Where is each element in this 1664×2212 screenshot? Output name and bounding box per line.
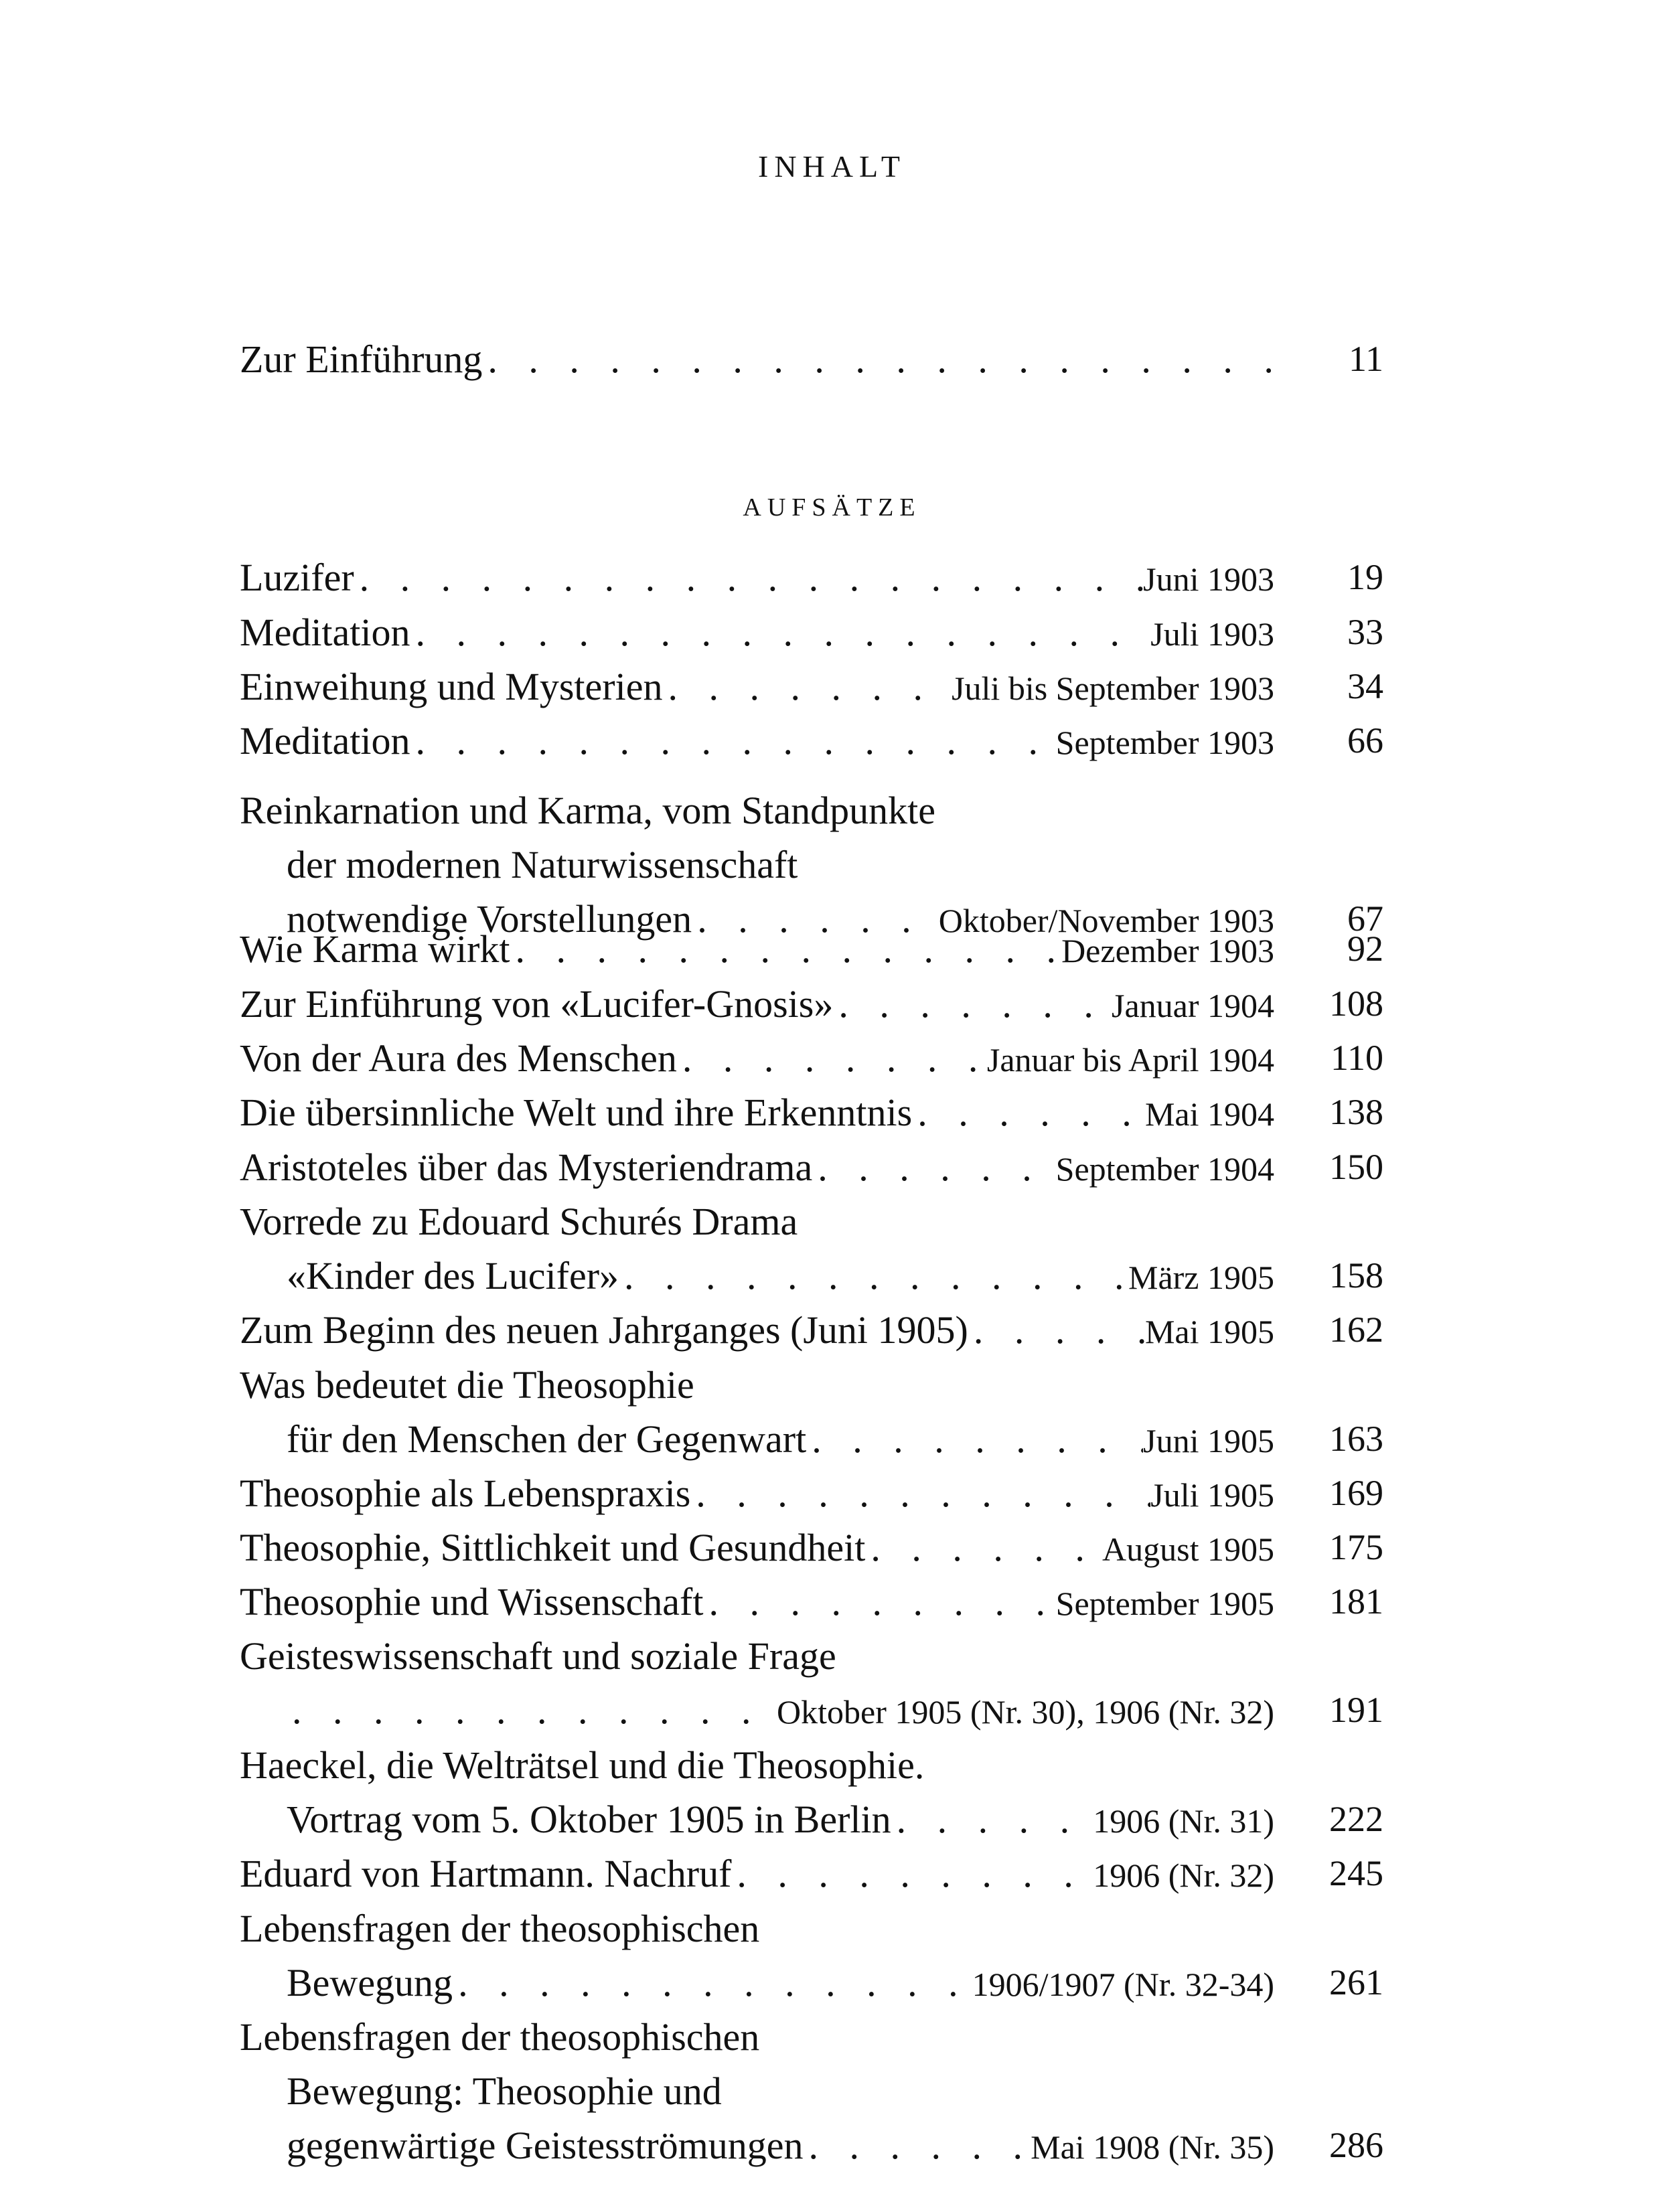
leader-dots bbox=[453, 1956, 972, 2010]
toc-entry-line bbox=[240, 922, 1383, 976]
toc-entry-line bbox=[240, 1466, 1383, 1520]
toc-entry-page: 92 bbox=[1347, 929, 1383, 969]
toc-entry bbox=[240, 1575, 1383, 1629]
toc-entry-date: Dezember 1903 bbox=[1061, 932, 1274, 969]
leader-dots bbox=[812, 1140, 1055, 1194]
intro-title: Zur Einführung bbox=[240, 337, 483, 381]
toc-entry bbox=[240, 1629, 1383, 1737]
toc-entry-lead bbox=[240, 1085, 1274, 1141]
toc-entry-page: 108 bbox=[1329, 983, 1383, 1024]
toc-entry bbox=[240, 714, 1383, 768]
toc-entry-line bbox=[240, 1249, 1383, 1303]
toc-entry-line bbox=[240, 1194, 1383, 1249]
toc-entry-lead bbox=[287, 1249, 1274, 1305]
toc-entry-title: Meditation bbox=[240, 719, 410, 763]
toc-entry-title: Haeckel, die Welträtsel und die Theosophie. bbox=[240, 1743, 925, 1787]
section-title: AUFSÄTZE bbox=[743, 493, 921, 522]
toc-entry-page: 34 bbox=[1347, 666, 1383, 706]
toc-entry-page: 175 bbox=[1329, 1527, 1383, 1567]
toc-entry-title: Was bedeutet die Theosophie bbox=[240, 1363, 694, 1407]
toc-entry-title: Lebensfragen der theosophischen bbox=[240, 1907, 760, 1950]
leader-dots bbox=[865, 1520, 1102, 1575]
leader-dots bbox=[287, 1683, 777, 1737]
toc-entry-page: 222 bbox=[1329, 1799, 1383, 1839]
toc-entry bbox=[240, 1466, 1383, 1520]
toc-entry bbox=[240, 605, 1383, 659]
toc-entry-date: Januar bis April 1904 bbox=[986, 1041, 1274, 1079]
toc-entry-page: 66 bbox=[1347, 720, 1383, 761]
toc-entry-line bbox=[240, 1792, 1383, 1846]
toc-entry-lead bbox=[240, 1031, 1274, 1087]
toc-entry-title: Vortrag vom 5. Oktober 1905 in Berlin bbox=[287, 1798, 891, 1841]
toc-entry-lead bbox=[240, 1575, 1274, 1631]
toc-entry-title: Theosophie und Wissenschaft bbox=[240, 1580, 704, 1624]
toc-entry-title: Einweihung und Mysterien bbox=[240, 665, 663, 708]
toc-entry-line bbox=[240, 1575, 1383, 1629]
toc-entry bbox=[240, 1303, 1383, 1357]
leader-dots bbox=[619, 1249, 1128, 1303]
toc-entry-line bbox=[240, 977, 1383, 1031]
toc-entry-lead bbox=[287, 2118, 1274, 2175]
toc-entry-page: 150 bbox=[1329, 1147, 1383, 1187]
leader-dots bbox=[968, 1303, 1145, 1357]
toc-entry bbox=[240, 1520, 1383, 1575]
toc-entry-line bbox=[240, 838, 1383, 892]
toc-entry-date: August 1905 bbox=[1102, 1530, 1274, 1568]
intro-page: 11 bbox=[1349, 339, 1383, 379]
toc-entry-line bbox=[240, 1683, 1383, 1737]
leader-dots bbox=[410, 605, 1151, 659]
toc-entry-lead bbox=[287, 1683, 1274, 1739]
toc-entry-line bbox=[240, 1901, 1383, 1956]
toc-entry-line bbox=[240, 2064, 1383, 2118]
toc-entry-page: 261 bbox=[1329, 1962, 1383, 2002]
leader-dots bbox=[354, 550, 1143, 605]
toc-entry-title: Die übersinnliche Welt und ihre Erkenntnis bbox=[240, 1091, 913, 1134]
toc-entry-line bbox=[240, 2118, 1383, 2172]
toc-entry-title: Reinkarnation und Karma, vom Standpunkte bbox=[240, 789, 935, 832]
toc-entry-lead bbox=[240, 659, 1274, 716]
toc-entry-title: Zum Beginn des neuen Jahrganges (Juni 1905) bbox=[240, 1308, 968, 1352]
toc-entry-page: 33 bbox=[1347, 612, 1383, 652]
toc-entry-title: Lebensfragen der theosophischen bbox=[240, 2015, 760, 2059]
toc-entry-line bbox=[240, 605, 1383, 659]
toc-entry-page: 67 bbox=[1347, 898, 1383, 939]
toc-entry-title: Luzifer bbox=[240, 556, 354, 599]
toc-entry-lead bbox=[240, 1140, 1274, 1196]
toc-entry-title: Bewegung bbox=[287, 1961, 453, 2004]
toc-entry bbox=[240, 1194, 1383, 1303]
toc-entry-lead bbox=[287, 1956, 1274, 2012]
toc-entry-date: 1906 (Nr. 32) bbox=[1093, 1856, 1274, 1894]
toc-entry-line bbox=[240, 1031, 1383, 1085]
toc-entry-lead bbox=[240, 977, 1274, 1033]
leader-dots bbox=[912, 1085, 1145, 1139]
toc-entry bbox=[240, 977, 1383, 1031]
toc-entry-lead bbox=[287, 1792, 1274, 1848]
toc-entry-line bbox=[240, 1629, 1383, 1683]
leader-dots bbox=[891, 1792, 1093, 1846]
toc-entry-lead bbox=[240, 550, 1274, 607]
toc-entry-lead bbox=[240, 1520, 1274, 1577]
toc-entry-date: Mai 1905 bbox=[1144, 1313, 1274, 1350]
toc-entry-title: Vorrede zu Edouard Schurés Drama bbox=[240, 1200, 798, 1243]
toc-entry-title: Zur Einführung von «Lucifer-Gnosis» bbox=[240, 982, 834, 1026]
toc-entry-title: Bewegung: Theosophie und bbox=[287, 2069, 722, 2113]
toc-entry-date: Juli 1903 bbox=[1150, 615, 1274, 653]
toc-entry-line bbox=[240, 1085, 1383, 1139]
leader-dots bbox=[833, 977, 1112, 1031]
toc-entry-lead bbox=[240, 714, 1274, 770]
toc-entry-title: notwendige Vorstellungen bbox=[287, 897, 692, 941]
toc-entry-line bbox=[240, 1846, 1383, 1901]
toc-entry-line bbox=[240, 1303, 1383, 1357]
toc-entry-title: Theosophie, Sittlichkeit und Gesundheit bbox=[240, 1526, 866, 1569]
toc-entry-page: 169 bbox=[1329, 1473, 1383, 1513]
leader-dots bbox=[690, 1466, 1150, 1520]
toc-entry bbox=[240, 1846, 1383, 1901]
leader-dots bbox=[510, 922, 1062, 976]
toc-entry-date: Juli 1905 bbox=[1150, 1476, 1274, 1514]
toc-entry-date: Juni 1905 bbox=[1143, 1422, 1274, 1459]
toc-entry-line bbox=[240, 550, 1383, 605]
toc-entry-date: September 1903 bbox=[1055, 724, 1274, 761]
page-heading: INHALT bbox=[758, 149, 906, 183]
leader-dots bbox=[482, 332, 1274, 386]
toc-entry-title: der modernen Naturwissenschaft bbox=[287, 843, 798, 886]
toc-entry bbox=[240, 1140, 1383, 1194]
toc-entry-title: gegenwärtige Geistesströmungen bbox=[287, 2124, 804, 2167]
leader-dots bbox=[662, 659, 952, 714]
toc-entry-line bbox=[240, 1520, 1383, 1575]
toc-entry-title: Aristoteles über das Mysteriendrama bbox=[240, 1146, 813, 1189]
toc-entry bbox=[240, 550, 1383, 605]
toc-entry-line bbox=[240, 1140, 1383, 1194]
toc-entry bbox=[240, 1738, 1383, 1846]
toc-entry-date: Juni 1903 bbox=[1143, 560, 1274, 598]
toc-entry-lead bbox=[287, 1412, 1274, 1468]
toc-entry-title: Von der Aura des Menschen bbox=[240, 1036, 677, 1080]
toc-entry-lead bbox=[240, 1846, 1274, 1903]
toc-entry-date: 1906/1907 (Nr. 32-34) bbox=[972, 1966, 1274, 2003]
toc-entry-date: Juli bis September 1903 bbox=[952, 669, 1274, 707]
toc-entry bbox=[240, 1031, 1383, 1085]
toc-entry bbox=[240, 1358, 1383, 1466]
toc-entry-line bbox=[240, 783, 1383, 838]
leader-dots bbox=[677, 1031, 987, 1085]
toc-entry-title: Eduard von Hartmann. Nachruf bbox=[240, 1852, 732, 1895]
toc-entry-date: Oktober/November 1903 bbox=[938, 902, 1274, 939]
toc-entry bbox=[240, 1085, 1383, 1139]
toc-entry-page: 158 bbox=[1329, 1255, 1383, 1295]
toc-entry-title: für den Menschen der Gegenwart bbox=[287, 1417, 807, 1461]
toc-entry-page: 19 bbox=[1347, 557, 1383, 597]
toc-entry-line bbox=[240, 659, 1383, 714]
toc-entry-title: Theosophie als Lebenspraxis bbox=[240, 1472, 691, 1515]
toc-entry-page: 163 bbox=[1329, 1419, 1383, 1459]
toc-entry bbox=[240, 922, 1383, 976]
toc-entry-date: März 1905 bbox=[1128, 1259, 1274, 1296]
toc-entry-line bbox=[240, 1956, 1383, 2010]
toc-entry-line bbox=[240, 714, 1383, 768]
toc-entry-title: «Kinder des Lucifer» bbox=[287, 1254, 619, 1297]
toc-entry-line bbox=[240, 2010, 1383, 2064]
toc-entry-page: 245 bbox=[1329, 1853, 1383, 1893]
toc-entry-page: 162 bbox=[1329, 1310, 1383, 1350]
toc-entry-lead bbox=[240, 605, 1274, 661]
toc-entry-date: Januar 1904 bbox=[1112, 987, 1274, 1024]
toc-entry-lead bbox=[240, 922, 1274, 978]
toc-entry-date: September 1905 bbox=[1055, 1585, 1274, 1622]
toc-entry-page: 286 bbox=[1329, 2125, 1383, 2165]
toc-entry-date: 1906 (Nr. 31) bbox=[1093, 1802, 1274, 1840]
toc-entry-title: Meditation bbox=[240, 611, 410, 654]
toc-entry-page: 191 bbox=[1329, 1690, 1383, 1730]
toc-entry-page: 181 bbox=[1329, 1581, 1383, 1622]
leader-dots bbox=[410, 714, 1056, 768]
leader-dots bbox=[731, 1846, 1093, 1901]
toc-entry-date: September 1904 bbox=[1055, 1150, 1274, 1188]
toc-entry bbox=[240, 2010, 1383, 2172]
toc-entry-date: Mai 1908 (Nr. 35) bbox=[1031, 2128, 1274, 2166]
leader-dots bbox=[804, 2118, 1031, 2172]
toc-entry-title: Wie Karma wirkt bbox=[240, 927, 510, 971]
toc-entry-date: Mai 1904 bbox=[1144, 1095, 1274, 1133]
toc-entry bbox=[240, 1901, 1383, 2010]
toc-entry-line bbox=[240, 1738, 1383, 1792]
intro-entry bbox=[240, 332, 1383, 386]
toc-entry-line bbox=[240, 1412, 1383, 1466]
toc-entry bbox=[240, 659, 1383, 714]
toc-entry-line bbox=[240, 1358, 1383, 1412]
toc-entry-date: Oktober 1905 (Nr. 30), 1906 (Nr. 32) bbox=[777, 1693, 1274, 1731]
toc-entry-title: Geisteswissenschaft und soziale Frage bbox=[240, 1634, 836, 1678]
toc-entry-lead bbox=[240, 1466, 1274, 1522]
leader-dots bbox=[806, 1412, 1143, 1466]
leader-dots bbox=[703, 1575, 1055, 1629]
toc-entry-page: 110 bbox=[1331, 1038, 1383, 1078]
toc-entry-page: 138 bbox=[1329, 1092, 1383, 1132]
toc-entry-lead bbox=[240, 1303, 1274, 1359]
